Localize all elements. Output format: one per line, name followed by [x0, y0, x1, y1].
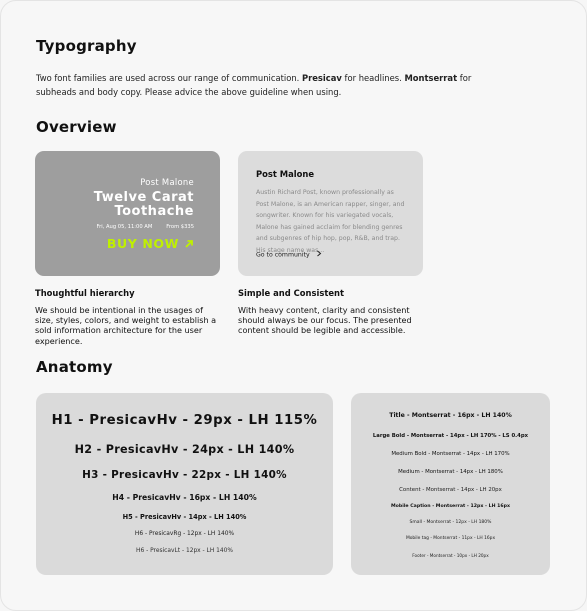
spec-h3: H3 - PresicavHv - 22px - LH 140% [82, 469, 287, 481]
spec-h4: H4 - PresicavHv - 16px - LH 140% [112, 493, 257, 502]
spec-title: Title - Montserrat - 16px - LH 140% [389, 412, 512, 419]
headline-font-name: Presicav [301, 73, 342, 83]
buy-now-label: BUY NOW [106, 236, 180, 251]
headline-specs-panel [36, 393, 333, 575]
hierarchy-caption-title: Thoughtful hierarchy [35, 288, 135, 298]
event-date: Fri, Aug 05, 11:00 AM [96, 224, 153, 230]
spec-large-bold: Large Bold - Montserrat - 14px - LH 170% - LS 0.4px [372, 433, 529, 439]
spec-mobile-caption: Mobile Caption - Montserrat - 12px - LH 16px [390, 504, 511, 509]
event-meta [97, 224, 194, 230]
spec-mobile-tag: Mobile tag - Montserrat - 11px - LH 16px [405, 536, 496, 541]
spec-h2: H2 - PresicavHv - 24px - LH 140% [74, 443, 295, 456]
intro-text: for headlines. [341, 73, 405, 83]
body-specs-panel [351, 393, 550, 575]
typography-heading: Typography [36, 37, 137, 55]
artist-bio-card [238, 151, 423, 276]
intro-text: for subheads and body copy. Please advice the above guideline when using. [36, 73, 472, 97]
go-to-community-link[interactable] [256, 250, 323, 259]
spec-footer: Footer - Montserrat - 10px - LH 20px [412, 553, 489, 558]
spec-medium-bold: Medium Bold - Montserrat - 14px - LH 170% [391, 451, 510, 457]
consistent-caption-title: Simple and Consistent [238, 288, 344, 298]
bio-body: Austin Richard Post, known professionally as Post Malone, is an American rapper, singer, and songwriter. Known for his variegated vocals, Malone has gained acclaim for blending genres and subgenres of hip hop, pop, R&B, and trap. His stage name was... [256, 189, 405, 254]
link-label: Go to community [256, 251, 310, 259]
body-font-name: Montserrat [404, 73, 458, 83]
spec-medium: Medium - Montserrat - 14px - LH 180% [398, 469, 503, 475]
spec-h5: H5 - PresicavHv - 14px - LH 140% [122, 513, 247, 521]
typography-intro [36, 71, 506, 99]
hierarchy-caption-text: We should be intentional in the usages of size, styles, colors, and weight to establish a sold information architecture for the user experience. [35, 305, 217, 346]
consistent-caption-text: With heavy content, clarity and consistent should always be our focus. The presented content should be legible and accessible. [238, 305, 412, 336]
overview-heading: Overview [36, 118, 117, 136]
event-artist: Post Malone [140, 177, 194, 187]
buy-now-button[interactable] [107, 236, 194, 251]
bio-title: Post Malone [256, 169, 315, 179]
event-title-line: Twelve Carat [93, 190, 194, 205]
chevron-right-icon [315, 250, 323, 257]
intro-text: Two font families are used across our range of communication. [36, 73, 302, 83]
anatomy-heading: Anatomy [36, 358, 113, 376]
spec-h1: H1 - PresicavHv - 29px - LH 115% [51, 413, 318, 428]
event-price: From $335 [166, 224, 194, 230]
spec-h6-light: H6 - PresicavLt - 12px - LH 140% [136, 548, 233, 554]
spec-content: Content - Montserrat - 14px - LH 20px [399, 487, 502, 493]
spec-h6-regular: H6 - PresicavRg - 12px - LH 140% [134, 531, 235, 537]
arrow-up-right-icon [184, 239, 194, 249]
spec-small: Small - Montserrat - 12px - LH 180% [409, 520, 492, 525]
event-title-line: Toothache [114, 204, 194, 219]
event-title [94, 191, 194, 219]
event-card[interactable] [35, 151, 220, 276]
